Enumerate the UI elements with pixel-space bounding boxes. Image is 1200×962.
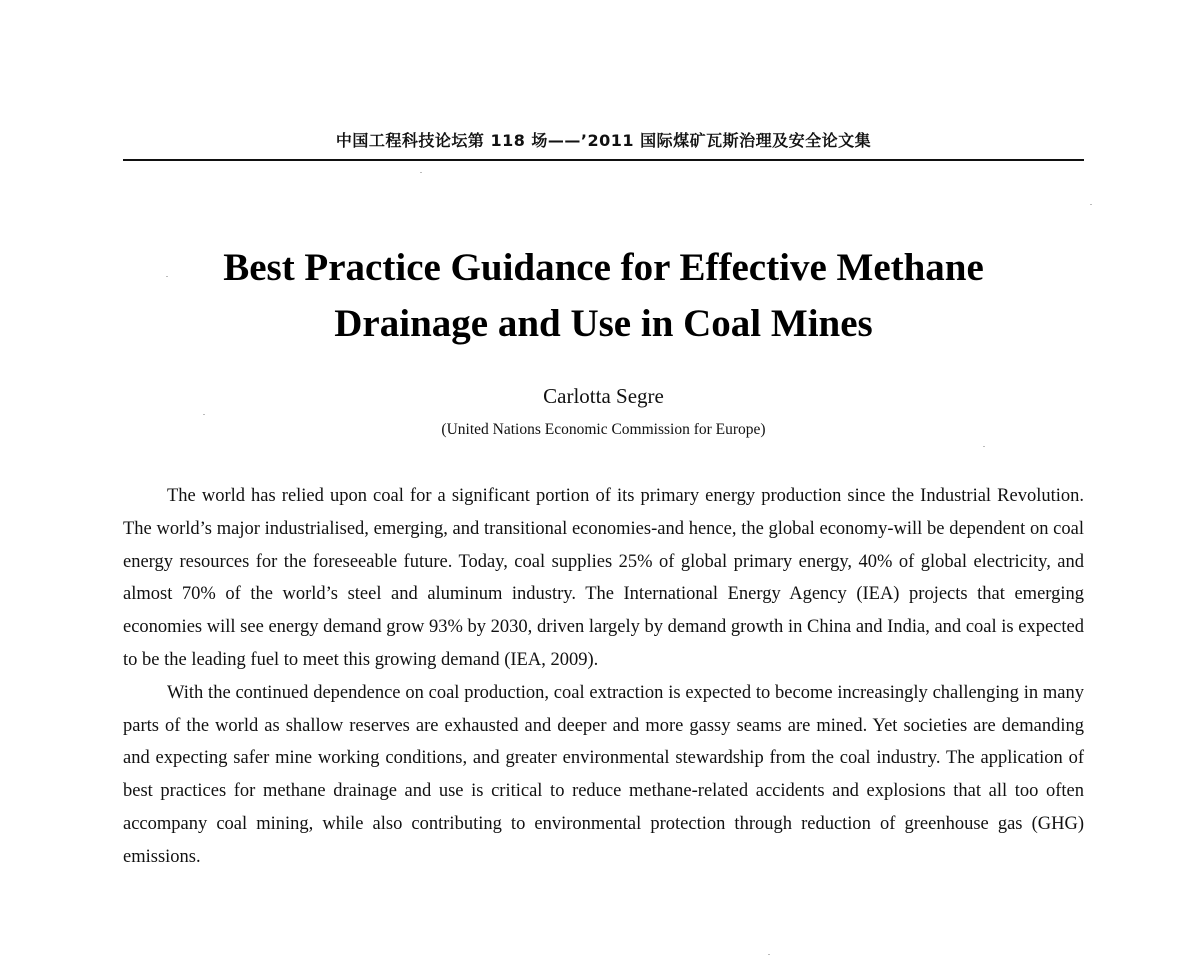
body-text bbox=[123, 480, 1084, 874]
paper-title-line-1: Best Practice Guidance for Effective Methane bbox=[223, 246, 984, 289]
paragraph-1: The world has relied upon coal for a significant portion of its primary energy production since the Industrial Revolution. The world’s major industrialised, emerging, and transitional economies-and hence, the global economy-will be dependent on coal energy resources for the foreseeable future. Today, coal supplies 25% of global primary energy, 40% of global electricity, and almost 70% of the world’s steel and aluminum industry. The International Energy Agency (IEA) projects that emerging economies will see energy demand grow 93% by 2030, driven largely by demand growth in China and India, and coal is expected to be the leading fuel to meet this growing demand (IEA, 2009). bbox=[123, 486, 1084, 670]
scan-speck bbox=[1090, 204, 1092, 205]
header-rule bbox=[123, 159, 1084, 161]
author-affiliation: (United Nations Economic Commission for Europe) bbox=[441, 421, 766, 438]
scan-speck bbox=[166, 276, 168, 277]
scan-speck bbox=[203, 414, 205, 415]
scan-speck bbox=[420, 172, 422, 173]
running-header: 中国工程科技论坛第 118 场——’2011 国际煤矿瓦斯治理及安全论文集 bbox=[335, 131, 872, 150]
paper-title bbox=[123, 240, 1084, 352]
scan-speck bbox=[768, 954, 770, 955]
paragraph-2: With the continued dependence on coal production, coal extraction is expected to become increasingly challenging in many parts of the world as shallow reserves are exhausted and deeper and more gassy seams are mined. Yet societies are demanding and expecting safer mine working conditions, and greater environmental stewardship from the coal industry. The application of best practices for methane drainage and use is critical to reduce methane-related accidents and explosions that all too often accompany coal mining, while also contributing to environmental protection through reduction of greenhouse gas (GHG) emissions. bbox=[123, 682, 1084, 867]
paper-title-line-2: Drainage and Use in Coal Mines bbox=[334, 302, 873, 345]
author-name: Carlotta Segre bbox=[543, 384, 664, 408]
scan-speck bbox=[983, 446, 985, 447]
